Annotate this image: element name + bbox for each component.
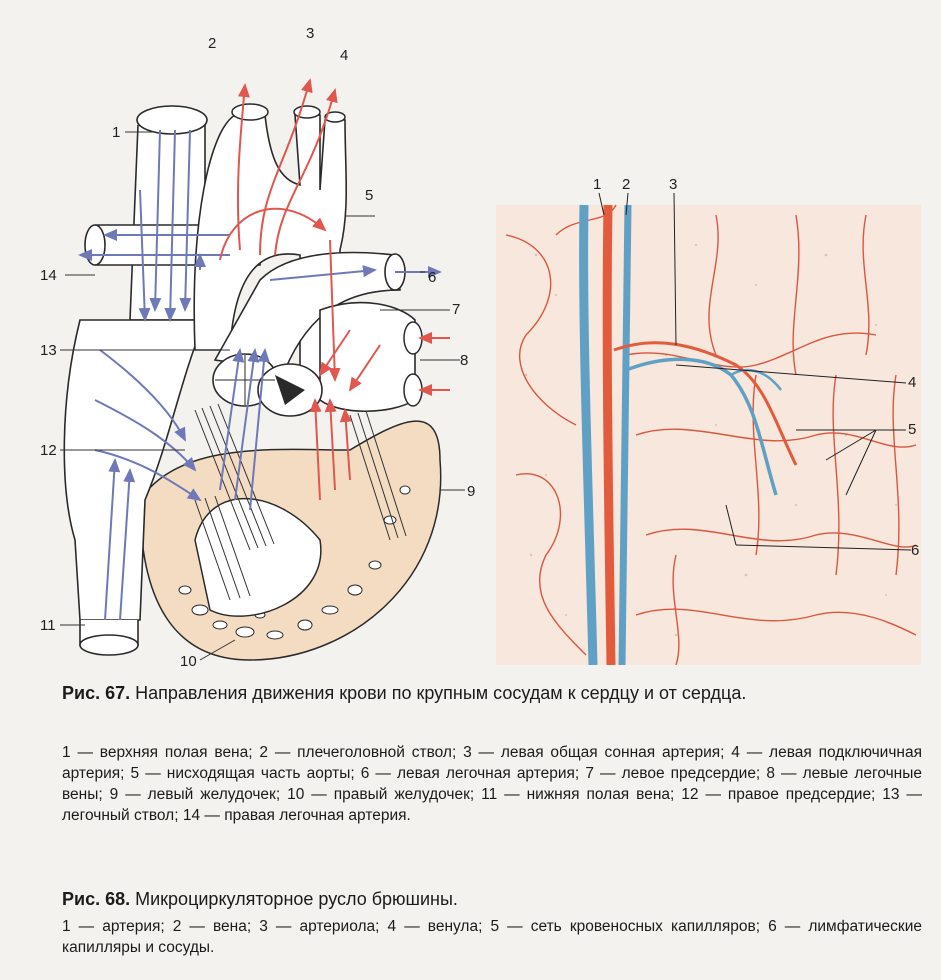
label-4: 4 xyxy=(908,374,917,391)
label-1: 1 xyxy=(112,124,121,141)
label-2: 2 xyxy=(622,176,631,193)
figure-67-number: Рис. 67. xyxy=(62,683,131,703)
label-4: 4 xyxy=(340,47,349,64)
label-1: 1 xyxy=(593,176,602,193)
figure-67-legend: 1 — верхняя полая вена; 2 — плечеголовной ствол; 3 — левая общая сонная артерия; 4 — левая подключичная артерия; 5 — нисходящая часть аорты; 6 — левая легочная артерия; 7 — левое предсердие; 8 — левые легочные вены; 9 — левый желудочек; 10 — правый желудочек; 11 — нижняя полая вена; 12 — правое предсердие; 13 — легочный ствол; 14 — правая легочная артерия. xyxy=(62,744,922,824)
label-14: 14 xyxy=(40,267,57,284)
figure-68-legend: 1 — артерия; 2 — вена; 3 — артериола; 4 — венула; 5 — сеть кровеносных капилляров; 6 — лимфатические капилляры и сосуды. xyxy=(62,918,922,956)
figure-68-caption-title xyxy=(62,886,922,912)
label-7: 7 xyxy=(452,301,461,318)
label-3: 3 xyxy=(669,176,678,193)
artery-vessel xyxy=(607,205,611,665)
heart-blood-flow-figure xyxy=(20,20,490,670)
figure-68-title: Микроциркуляторное русло брюшины. xyxy=(135,889,458,909)
label-11: 11 xyxy=(40,617,56,634)
label-6: 6 xyxy=(428,269,437,286)
label-3: 3 xyxy=(306,25,315,42)
label-9: 9 xyxy=(467,483,476,500)
label-10: 10 xyxy=(180,653,197,670)
figure-67-title: Направления движения крови по крупным сосудам к сердцу и от сердца. xyxy=(135,683,747,703)
figure-67-caption-title xyxy=(62,680,922,706)
microcirculation-figure xyxy=(496,175,921,665)
label-5: 5 xyxy=(365,187,374,204)
label-2: 2 xyxy=(208,35,217,52)
label-8: 8 xyxy=(460,352,469,369)
label-12: 12 xyxy=(40,442,57,459)
label-5: 5 xyxy=(908,421,917,438)
label-6: 6 xyxy=(911,542,920,559)
figure-68-number: Рис. 68. xyxy=(62,889,131,909)
label-13: 13 xyxy=(40,342,57,359)
